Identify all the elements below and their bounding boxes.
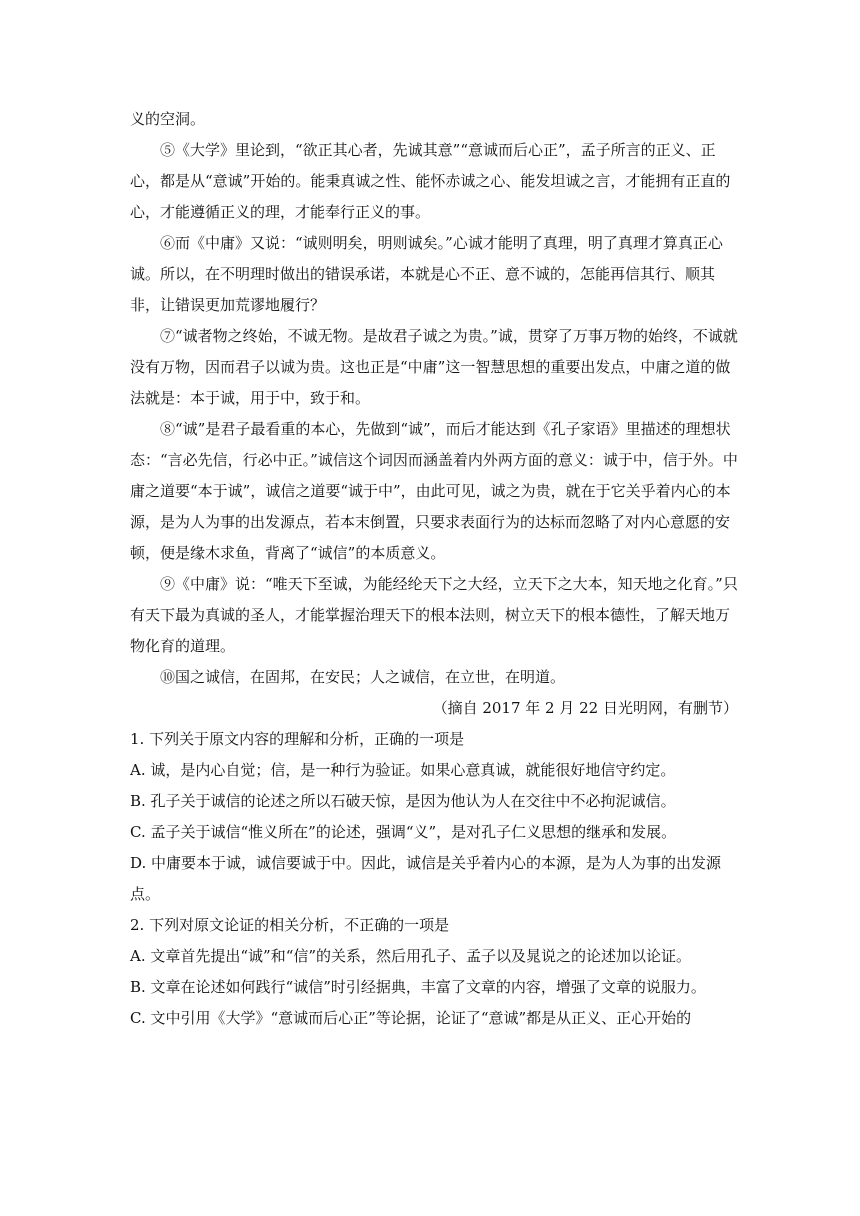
paragraph-9: ⑨《中庸》说：“唯天下至诚，为能经纶天下之大经，立天下之大本，知天地之化育。”只有天下最为真诚的圣人，才能掌握治理天下的根本法则，树立天下的根本德性，了解天地万物化育的道理。 <box>130 575 738 655</box>
document-body <box>130 104 738 1034</box>
question-1-option-b: B. 孔子关于诚信的论述之所以石破天惊，是因为他认为人在交往中不必拘泥诚信。 <box>130 792 676 810</box>
question-2-stem: 2. 下列对原文论证的相关分析，不正确的一项是 <box>130 916 450 934</box>
question-1-option-c: C. 孟子关于诚信“惟义所在”的论述，强调“义”，是对孔子仁义思想的继承和发展。 <box>130 823 677 841</box>
question-1-option-d: D. 中庸要本于诚，诚信要诚于中。因此，诚信是关乎着内心的本源，是为人为事的出发源点。 <box>130 854 722 903</box>
question-2-option-b: B. 文章在论述如何践行“诚信”时引经据典，丰富了文章的内容，增强了文章的说服力。 <box>130 978 706 996</box>
paragraph-5: ⑤《大学》里论到，“欲正其心者，先诚其意”“意诚而后心正”，孟子所言的正义、正心，都是从“意诚”开始的。能秉真诚之性、能怀赤诚之心、能发坦诚之言，才能拥有正直的心，才能遵循正义的理，才能奉行正义的事。 <box>130 141 731 221</box>
question-1-option-a: A. 诚，是内心自觉；信，是一种行为验证。如果心意真诚，就能很好地信守约定。 <box>130 761 676 779</box>
paragraph-8: ⑧“诚”是君子最看重的本心，先做到“诚”，而后才能达到《孔子家语》里描述的理想状态：“言必先信，行必中正。”诚信这个词因而涵盖着内外两方面的意义：诚于中，信于外。中庸之道要“本于诚”，诚信之道要“诚于中”，由此可见，诚之为贵，就在于它关乎着内心的本源，是为人为事的出发源点，若本末倒置，只要求表面行为的达标而忽略了对内心意愿的安顿，便是缘木求鱼，背离了“诚信”的本质意义。 <box>130 420 738 562</box>
question-2-option-c: C. 文中引用《大学》“意诚而后心正”等论据，论证了“意诚”都是从正义、正心开始的 <box>130 1009 692 1027</box>
question-2-option-a: A. 文章首先提出“诚”和“信”的关系，然后用孔子、孟子以及晁说之的论述加以论证。 <box>130 947 692 965</box>
paragraph-10: ⑩国之诚信，在固邦，在安民；人之诚信，在立世，在明道。 <box>160 668 566 686</box>
lead-line: 义的空洞。 <box>130 110 206 128</box>
source-note: （摘自 2017 年 2 月 22 日光明网，有删节） <box>432 699 738 717</box>
paragraph-6: ⑥而《中庸》又说：“诚则明矣，明则诚矣。”心诚才能明了真理，明了真理才算真正心诚。所以，在不明理时做出的错误承诺，本就是心不正、意不诚的，怎能再信其行、顺其非，让错误更加荒谬地履行？ <box>130 234 723 314</box>
question-1-stem: 1. 下列关于原文内容的理解和分析，正确的一项是 <box>130 730 465 748</box>
paragraph-7: ⑦“诚者物之终始，不诚无物。是故君子诚之为贵。”诚，贯穿了万事万物的始终，不诚就没有万物，因而君子以诚为贵。这也正是“中庸”这一智慧思想的重要出发点，中庸之道的做法就是：本于诚，用于中，致于和。 <box>130 327 738 407</box>
